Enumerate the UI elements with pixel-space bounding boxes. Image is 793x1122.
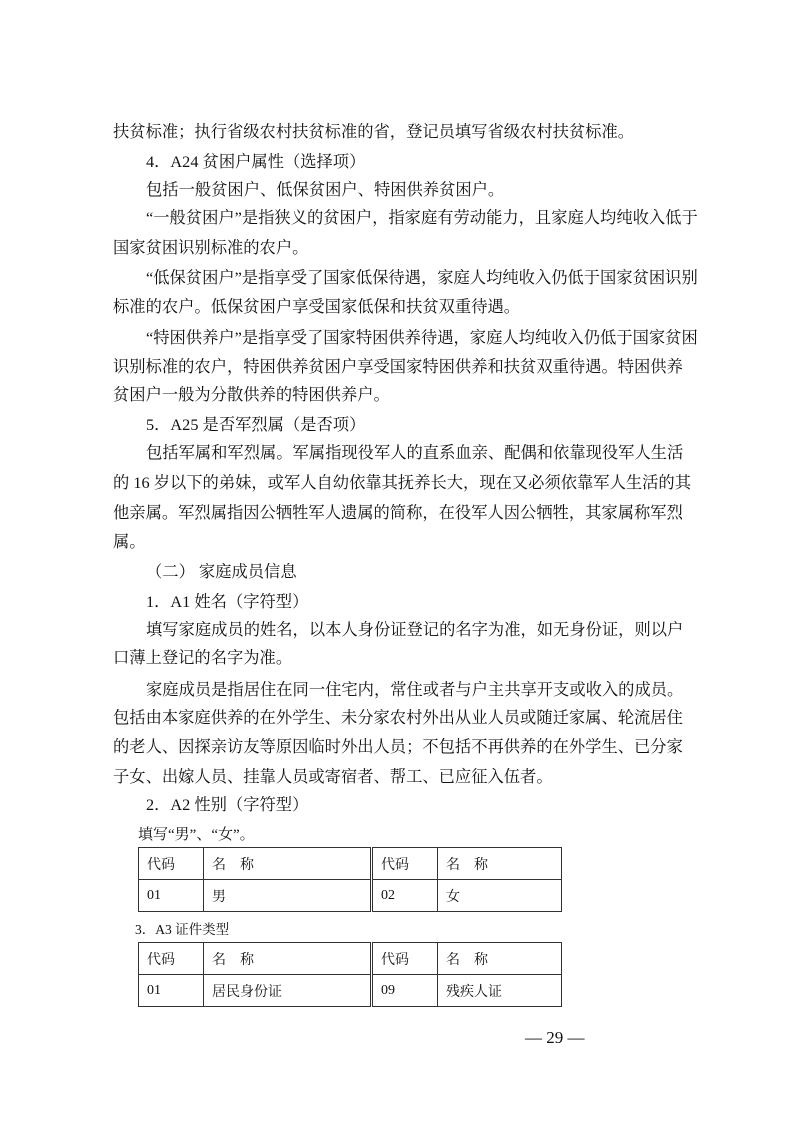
table-cell: 代码 xyxy=(372,943,438,975)
table-cell: 名 称 xyxy=(204,943,372,975)
table-row xyxy=(139,880,562,912)
table-cell: 居民身份证 xyxy=(204,975,372,1007)
gender-code-table xyxy=(138,847,562,912)
text-line: 属。 xyxy=(113,532,146,551)
table-cell: 02 xyxy=(372,880,438,912)
table-cell: 名 称 xyxy=(438,943,562,975)
text-line: 的老人、因探亲访友等原因临时外出人员；不包括不再供养的在外学生、已分家 xyxy=(113,737,683,756)
page-number: — 29 — xyxy=(525,1028,585,1047)
table-cell: 01 xyxy=(139,975,204,1007)
text-line: 1．A1 姓名（字符型） xyxy=(146,592,309,611)
text-line: 国家贫困识别标准的农户。 xyxy=(113,238,309,257)
text-line: 2．A2 性别（字符型） xyxy=(146,795,309,814)
text-line: 他亲属。军烈属指因公牺牲军人遗属的简称，在役军人因公牺牲，其家属称军烈 xyxy=(113,503,683,522)
text-line: 填写家庭成员的姓名，以本人身份证登记的名字为准，如无身份证，则以户 xyxy=(146,620,684,639)
text-line: 扶贫标准；执行省级农村扶贫标准的省，登记员填写省级农村扶贫标准。 xyxy=(113,122,635,141)
table-cell: 代码 xyxy=(372,848,438,880)
table-row xyxy=(139,975,562,1007)
table-cell: 女 xyxy=(438,880,562,912)
table-cell: 名 称 xyxy=(438,848,562,880)
table-cell: 男 xyxy=(204,880,372,912)
text-line: 包括一般贫困户、低保贫困户、特困供养贫困户。 xyxy=(146,180,505,199)
text-line: “特困供养户”是指享受了国家特困供养待遇，家庭人均纯收入仍低于国家贫困 xyxy=(146,328,698,347)
table-cell: 代码 xyxy=(139,848,204,880)
text-line: “一般贫困户”是指狭义的贫困户，指家庭有劳动能力，且家庭人均纯收入低于 xyxy=(146,208,698,227)
table-cell: 名 称 xyxy=(204,848,372,880)
text-line: 的 16 岁以下的弟妹，或军人自幼依靠其抚养长大，现在又必须依靠军人生活的其 xyxy=(113,473,691,492)
text-line: 口薄上登记的名字为准。 xyxy=(113,648,293,667)
table-header-row xyxy=(139,848,562,880)
text-line: 标准的农户。低保贫困户享受国家低保和扶贫双重待遇。 xyxy=(113,297,521,316)
table-cell: 代码 xyxy=(139,943,204,975)
text-line: 识别标准的农户，特困供养贫困户享受国家特困供养和扶贫双重待遇。特困供养 xyxy=(113,357,683,376)
table-cell: 09 xyxy=(372,975,438,1007)
text-line: 子女、出嫁人员、挂靠人员或寄宿者、帮工、已应征入伍者。 xyxy=(113,767,553,786)
text-line: 贫困户一般为分散供养的特困供养户。 xyxy=(113,385,390,404)
table-cell: 01 xyxy=(139,880,204,912)
text-line: 包括军属和军烈属。军属指现役军人的直系血亲、配偶和依靠现役军人生活 xyxy=(146,443,684,462)
text-line: “低保贫困户”是指享受了国家低保待遇，家庭人均纯收入仍低于国家贫困识别 xyxy=(146,268,698,287)
id-type-heading: 3．A3 证件类型 xyxy=(135,922,230,937)
table-header-row xyxy=(139,943,562,975)
text-line: 家庭成员是指居住在同一住宅内，常住或者与户主共享开支或收入的成员。 xyxy=(146,680,684,699)
text-line: 包括由本家庭供养的在外学生、未分家农村外出从业人员或随迁家属、轮流居住 xyxy=(113,708,683,727)
text-line: 5．A25 是否军烈属（是否项） xyxy=(146,415,366,434)
text-line: （二） 家庭成员信息 xyxy=(146,562,297,581)
gender-note: 填写“男”、“女”。 xyxy=(138,827,255,843)
table-cell: 残疾人证 xyxy=(438,975,562,1007)
id-type-code-table xyxy=(138,942,562,1007)
text-line: 4．A24 贫困户属性（选择项） xyxy=(146,152,366,171)
